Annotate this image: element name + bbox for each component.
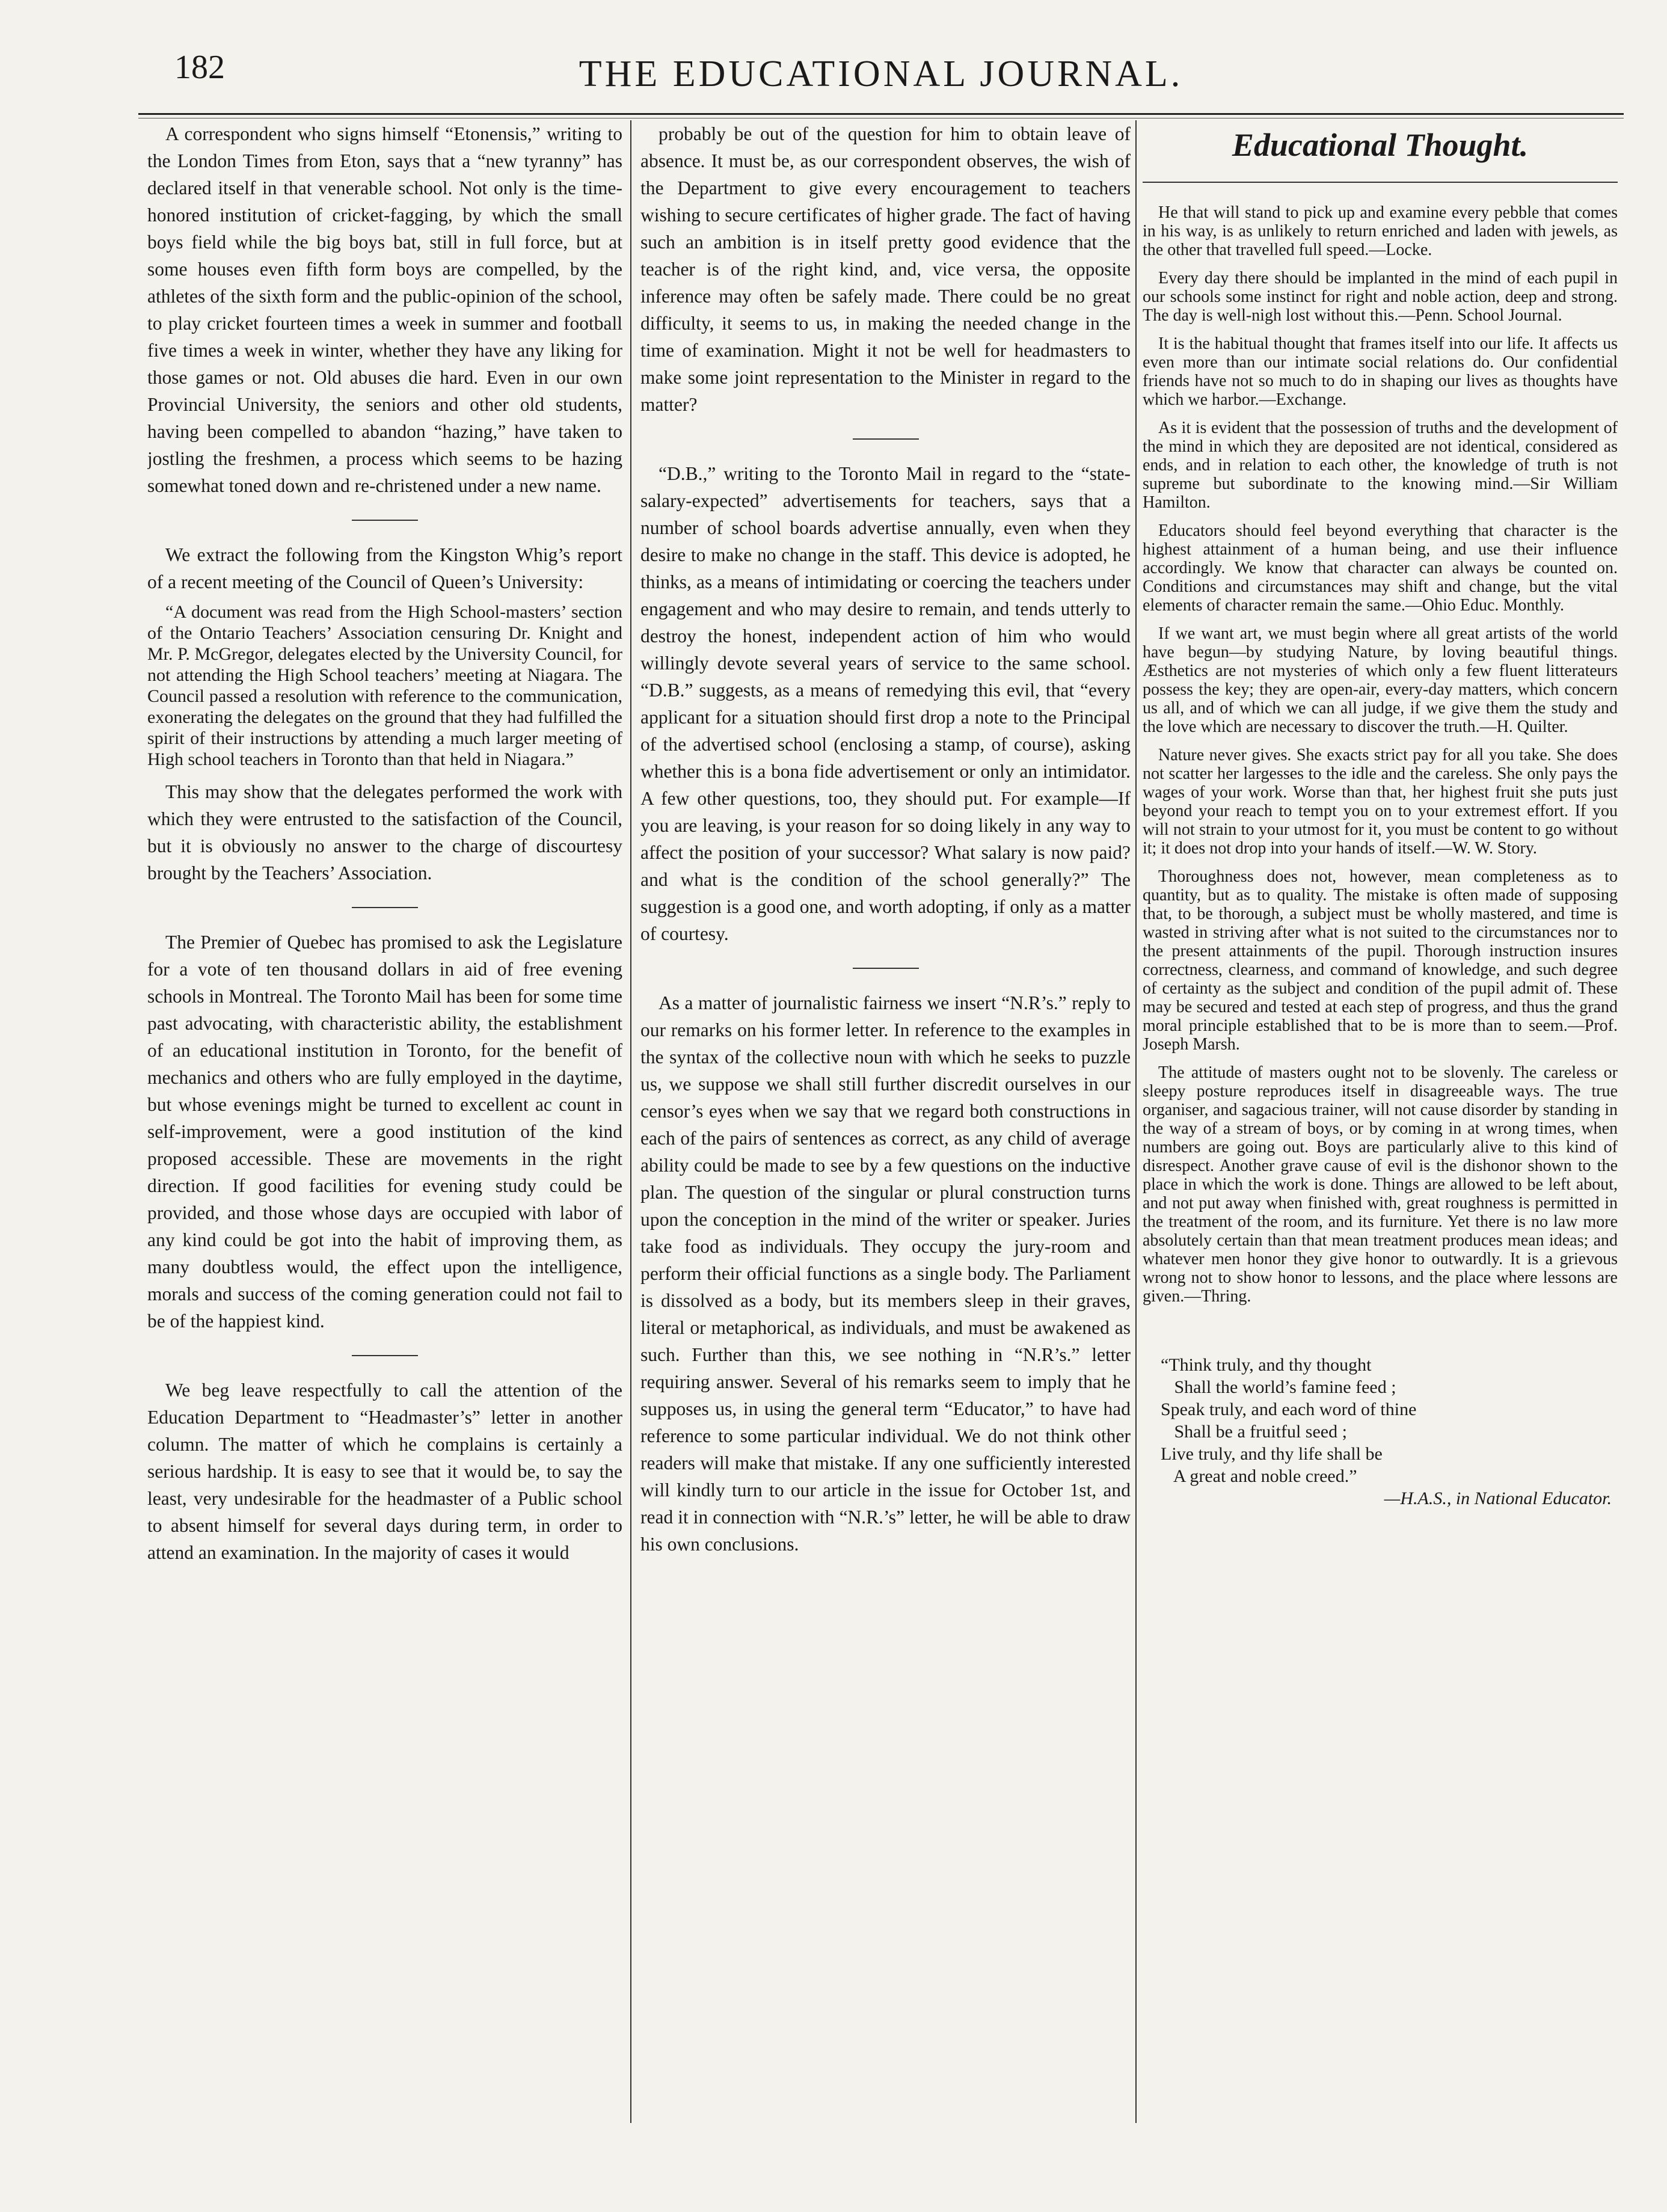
poem-line: “Think truly, and thy thought: [1161, 1355, 1372, 1375]
quote-story: Nature never gives. She exacts strict pay for all you take. She does not scatter her largesses to the idle and the careless. She only pays the wages of your work. Worse than that, her highest fruit she puts just beyond your reach to tempt you on to your extremest effort. If you will not strain to your utmost for it, you must be content to go without it; it does not drop into your hands of itself.—W. W. Story.: [1143, 746, 1618, 858]
paragraph-kingston-whig: We extract the following from the Kingston Whig’s report of a recent meeting of the Council of Queen’s University:: [147, 544, 622, 592]
quote-hamilton: As it is evident that the possession of truths and the development of the mind in which they are deposited are not identical, considered as ends, and in relation to each other, the knowledge of truth is not supreme but subordinate to the knowing mind.—Sir William Hamilton.: [1143, 419, 1618, 512]
paragraph-leave-absence: probably be out of the question for him to obtain leave of absence. It must be, as our correspondent observes, the wish of the Department to give every encouragement to teachers wishing to secure certificates of higher grade. The fact of having such an ambition is in itself pretty good evidence that the teacher is of the right kind, and, vice versa, the opposite inference may often be safely made. There could be no great difficulty, it seems to us, in making the needed change in the time of examination. Might it not be well for headmasters to make some joint representation to the Minister in regard to the matter?: [640, 123, 1131, 415]
separator: [352, 520, 418, 521]
journal-title: THE EDUCATIONAL JOURNAL.: [579, 54, 1183, 94]
quote-ohio-educ: Educators should feel beyond everything that character is the highest attainment of a human being, and use their influence accordingly. We know that character can always be counted on. Conditions and circumstances may shift and change, but the vital elements of character remain the same.—Ohio Educ. Monthly.: [1143, 521, 1618, 615]
section-title: Educational Thought.: [1232, 127, 1529, 163]
quote-marsh: Thoroughness does not, however, mean completeness as to quantity, but as to quality. The mistake is often made of supposing that, to be thorough, a subject must be wholly mastered, and time is wasted in striving after what is not suited to the circumstances nor to the present attainments of the pupil. Thorough instruction insures correctness, clearness, and command of knowledge, and such degree of certainty as the subject and condition of the pupil admit of. These may be secured and tested at each step of progress, and thus the grand moral principle established that to be is more than to seem.—Prof. Joseph Marsh.: [1143, 867, 1618, 1054]
poem-line: Speak truly, and each word of thine: [1161, 1399, 1417, 1419]
quote-quilter: If we want art, we must begin where all great artists of the world have begun—by studying Nature, by loving beautiful things. Æsthetics are not mysteries of which only a few fluent litterateurs possess the key; they are open-air, every-day matters, which concern us all, and of which we can all judge, if we give them the study and the love which are necessary to discover the truth.—H. Quilter.: [1143, 624, 1618, 736]
quote-thring: The attitude of masters ought not to be slovenly. The careless or sleepy posture reproduces itself in disagreeable ways. The true organiser, and sagacious trainer, will not cause disorder by standing in the way of a stream of boys, or by coming in at wrong times, when numbers are going out. Boys are particularly alive to this kind of disrespect. Another grave cause of evil is the dishonor shown to the place in which the work is done. Things are allowed to be left about, and not put away when finished with, great roughness is permitted in the treatment of the room, and its furniture. Yet there is no law more absolutely certain than that mean treatment produces mean ideas; and whatever men honor they give honor to outwardly. It is a grievous wrong not to show honor to lessons, and the place where lessons are given.—Thring.: [1143, 1063, 1618, 1306]
poem-line: Shall be a fruitful seed ;: [1161, 1422, 1347, 1442]
header-rule: [138, 113, 1624, 115]
poem-line: Live truly, and thy life shall be: [1161, 1444, 1383, 1464]
page-header: [138, 42, 1624, 120]
poem-attribution: —H.A.S., in National Educator.: [1384, 1488, 1612, 1508]
column-2: [640, 120, 1131, 2116]
page-number: 182: [174, 49, 225, 86]
poem: [1161, 1354, 1618, 1510]
separator: [853, 438, 919, 440]
quote-queens-council: “A document was read from the High School-masters’ section of the Ontario Teachers’ Association censuring Dr. Knight and Mr. P. McGregor, delegates elected by the University Council, for not attending the High School teachers’ meeting at Niagara. The Council passed a resolution with reference to the communication, exonerating the delegates on the ground that they had fulfilled the spirit of their instructions by attending a much larger meeting of High school teachers in Toronto than that held in Niagara.”: [147, 602, 622, 769]
separator: [352, 907, 418, 908]
separator: [853, 968, 919, 969]
paragraph-premier-quebec: The Premier of Quebec has promised to ask the Legislature for a vote of ten thousand dollars in aid of free evening schools in Montreal. The Toronto Mail has been for some time past advocating, with characteristic ability, the establishment of an educational institution in Toronto, for the benefit of mechanics and others who are fully employed in the daytime, but whose evenings might be turned to excellent ac count in self-improvement, were a good institution of the kind proposed accessible. These are movements in the right direction. If good facilities for evening study could be provided, and those whose days are occupied with labor of any kind could be got into the habit of improving them, as many doubtless would, the effect upon the intelligence, morals and success of the coming generation could not fail to be of the happiest kind.: [147, 932, 622, 1332]
separator: [352, 1355, 418, 1356]
section-rule: [1143, 182, 1618, 183]
quote-locke: He that will stand to pick up and examine every pebble that comes in his way, is as unlikely to return enriched and laden with jewels, as the other that travelled full speed.—Locke.: [1143, 203, 1618, 259]
poem-line: A great and noble creed.”: [1161, 1466, 1357, 1486]
column-divider-1: [630, 120, 631, 2123]
paragraph-eton: A correspondent who signs himself “Etonensis,” writing to the London Times from Eton, says that a “new tyranny” has declared itself in that venerable school. Not only is the time-honored institution of cricket-fagging, by which the small boys field while the big boys bat, still in full force, but at some houses even fifth form boys are compelled, by the athletes of the sixth form and the public-opinion of the school, to play cricket fourteen times a week in summer and football five times a week in winter, whether they have any liking for those games or not. Old abuses die hard. Even in our own Provincial University, the seniors and other old students, having been compelled to abandon “hazing,” have taken to jostling the freshmen, a process which seems to be hazing somewhat toned down and re-christened under a new name.: [147, 123, 622, 496]
quote-penn-school-journal: Every day there should be implanted in the mind of each pupil in our schools some instinct for right and noble action, deep and strong. The day is well-nigh lost without this.—Penn. School Journal.: [1143, 269, 1618, 325]
quote-exchange: It is the habitual thought that frames itself into our life. It affects us even more than our intimate social relations do. Our confidential friends have not so much to do in shaping our lives as thoughts have which we harbor.—Exchange.: [1143, 334, 1618, 409]
poem-line: Shall the world’s famine feed ;: [1161, 1377, 1396, 1397]
column-1: [147, 120, 622, 2116]
paragraph-delegates: This may show that the delegates performed the work with which they were entrusted to the satisfaction of the Council, but it is obviously no answer to the charge of discourtesy brought by the Teachers’ Association.: [147, 781, 622, 883]
paragraph-headmaster: We beg leave respectfully to call the attention of the Education Department to “Headmaster’s” letter in another column. The matter of which he complains is certainly a serious hardship. It is easy to see that it would be, to say the least, very undesirable for the headmaster of a Public school to absent himself for several days during term, in order to attend an examination. In the majority of cases it would: [147, 1380, 622, 1563]
column-divider-2: [1135, 120, 1137, 2123]
column-3: [1143, 120, 1618, 2116]
paragraph-nr-reply: As a matter of journalistic fairness we insert “N.R’s.” reply to our remarks on his former letter. In reference to the examples in the syntax of the collective noun with which he seeks to puzzle us, we suppose we shall still further discredit ourselves in our censor’s eyes when we say that we regard both constructions in each of the pairs of sentences as correct, as any child of average ability could be made to see by a few questions on the inductive plan. The question of the singular or plural construction turns upon the conception in the mind of the writer or speaker. Juries take food as individuals. They occupy the jury-room and perform their official functions as a single body. The Parliament is dissolved as a body, but its members sleep in their graves, literal or metaphorical, as individuals, and must be awakened as such. Further than this, we see nothing in “N.R’s.” letter requiring answer. Several of his remarks seem to imply that he supposes us, in using the general term “Educator,” to have had reference to some particular individual. We do not think other readers will make that mistake. If any one sufficiently interested will kindly turn to our article in the issue for October 1st, and read it in connection with “N.R.’s” letter, he will be able to draw his own conclusions.: [640, 992, 1131, 1555]
paragraph-db-mail: “D.B.,” writing to the Toronto Mail in regard to the “state-salary-expected” advertisements for teachers, says that a number of school boards advertise annually, even when they desire to make no change in the staff. This device is adopted, he thinks, as a means of intimidating or coercing the teachers under engagement and who may desire to remain, and tends utterly to destroy the honest, independent action of him who would willingly devote several years of service to the same school. “D.B.” suggests, as a means of remedying this evil, that “every applicant for a situation should first drop a note to the Principal of the advertised school (enclosing a stamp, of course), asking whether this is a bona fide advertisement or only an intimidator. A few other questions, too, they should put. For example—If you are leaving, is your reason for so doing likely in any way to affect the position of your successor? What salary is now paid? and what is the condition of the school generally?” The suggestion is a good one, and worth adopting, if only as a matter of courtesy.: [640, 463, 1131, 944]
